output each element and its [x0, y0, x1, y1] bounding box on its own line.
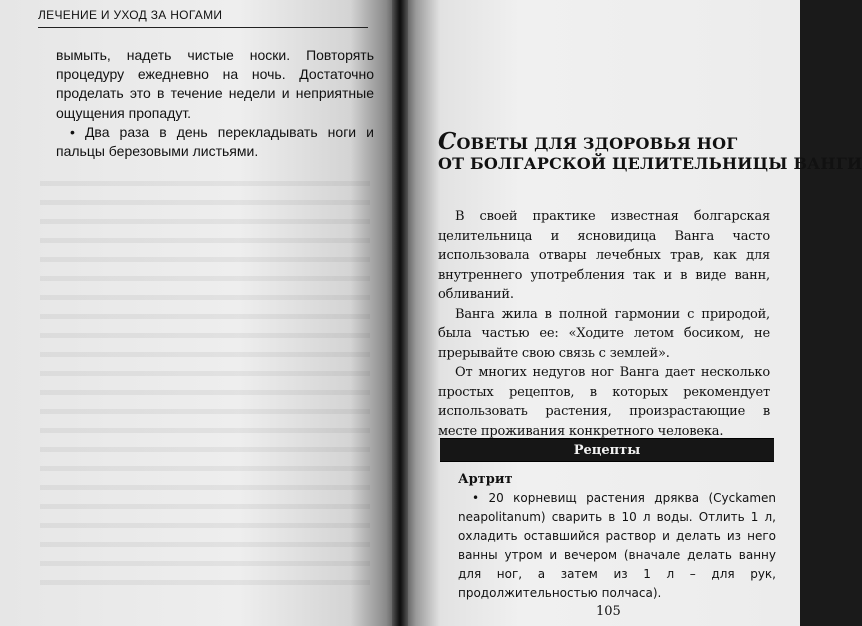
recipe-text: [458, 489, 776, 603]
recipe-paragraph: • 20 корневищ растения дряква (Cyckamen neapolitanum) сварить в 10 л воды. Отлить 1 л, охладить оставшийся раствор и делать из него ванны утром и вечером (вначале делать ванну для ног, а затем из 1 л – для рук, продолжительностью полчаса).: [458, 491, 776, 600]
title-line1-text: ОВЕТЫ ДЛЯ ЗДОРОВЬЯ НОГ: [456, 134, 738, 153]
chapter-title-line-2: ОТ БОЛГАРСКОЙ ЦЕЛИТЕЛЬНИЦЫ ВАНГИ: [438, 154, 862, 173]
running-head: ЛЕЧЕНИЕ И УХОД ЗА НОГАМИ: [38, 8, 368, 28]
right-paragraph: Ванга жила в полной гармонии с природой, была частью ее: «Ходите летом босиком, не прерывайте свою связь с землей».: [438, 306, 770, 361]
page-number: 105: [596, 604, 621, 619]
bleed-through-shadow: [40, 172, 370, 592]
right-paragraph: От многих недугов ног Ванга дает несколько простых рецептов, в которых рекомендует использовать растения, произрастающие в месте проживания конкретного человека.: [438, 365, 770, 439]
left-page: [0, 0, 398, 626]
left-page-text: [56, 46, 374, 161]
right-paragraph: В своей практике известная болгарская целительница и ясновидица Ванга часто использовала отвары лечебных трав, как для внутреннего употребления так и в виде ванн, обливаний.: [438, 209, 770, 302]
recipe-heading: Артрит: [458, 472, 513, 487]
recipes-section-label: Рецепты: [573, 442, 641, 458]
book-gutter: [392, 0, 408, 626]
left-paragraph: • Два раза в день перекладывать ноги и пальцы березовыми листьями.: [56, 123, 374, 160]
title-dropcap: С: [438, 128, 457, 155]
chapter-title-line-1: [438, 128, 778, 155]
right-page-text: [438, 207, 770, 441]
left-paragraph: вымыть, надеть чистые носки. Повторять процедуру ежедневно на ночь. Достаточно проделать это в течение недели и неприятные ощущения пропадут.: [56, 47, 374, 121]
chapter-title: [438, 128, 862, 174]
recipes-section-bar: [440, 438, 774, 462]
